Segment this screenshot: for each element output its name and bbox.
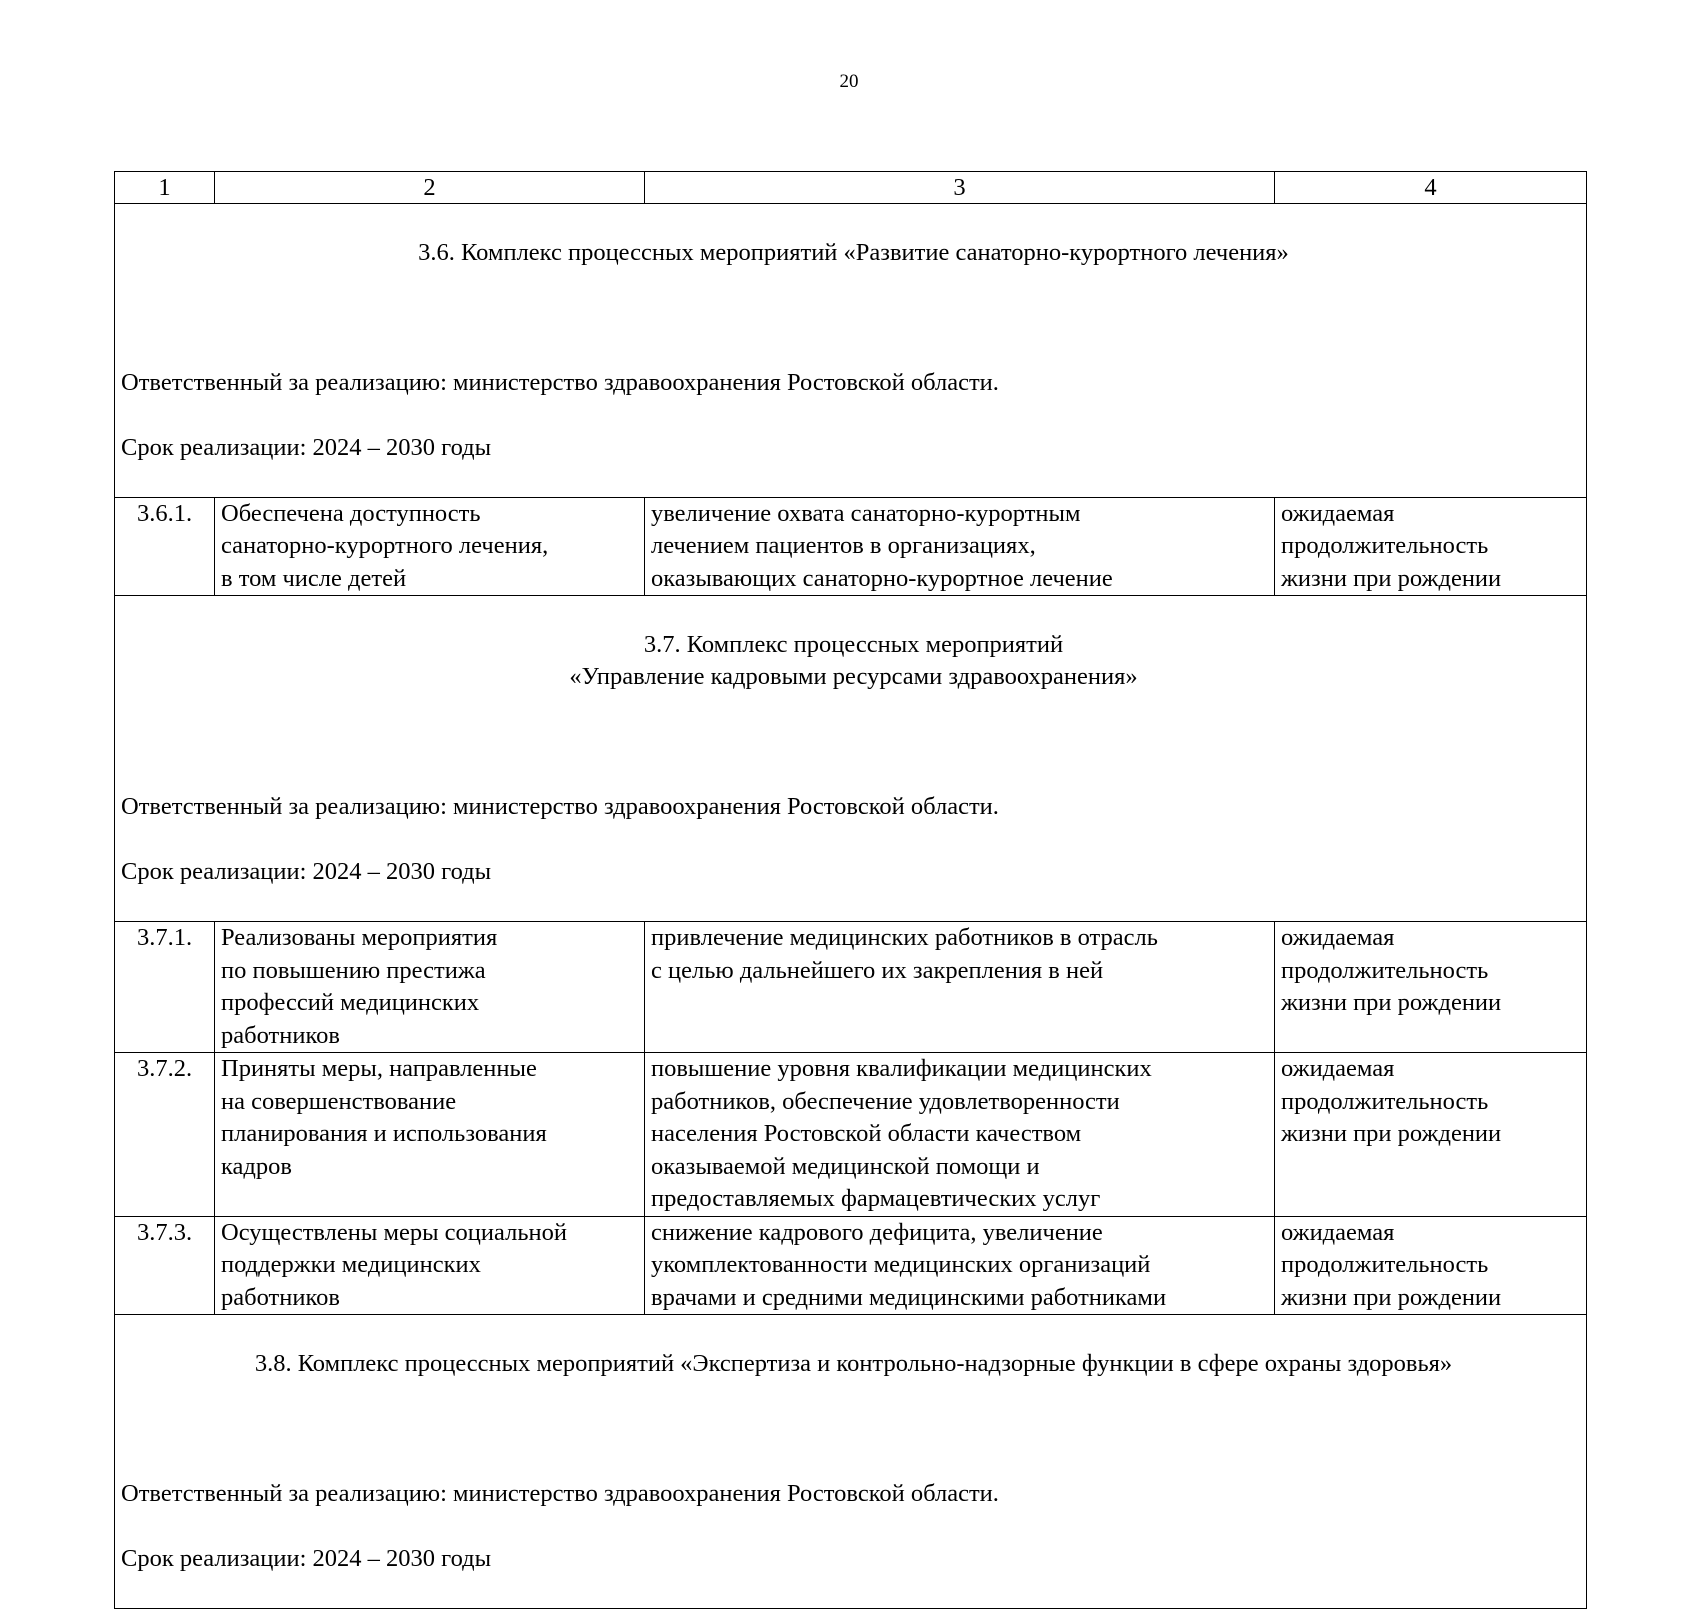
page-number: 20 (839, 71, 859, 92)
measures-table (114, 171, 1587, 1609)
column-header-1: 1 (115, 172, 215, 204)
section-responsible: Ответственный за реализацию: министерство здравоохранения Ростовской области. (121, 1479, 999, 1507)
section-row-3-8 (115, 1315, 1587, 1609)
row-indicator: ожидаемая продолжительность жизни при рождении (1275, 497, 1587, 596)
section-row-3-7 (115, 596, 1587, 922)
row-number: 3.7.3. (115, 1216, 215, 1315)
section-title: 3.8. Комплекс процессных мероприятий «Экспертиза и контрольно-надзорные функции в сфере охраны здоровья» (254, 1349, 1453, 1377)
row-effect: снижение кадрового дефицита, увеличение укомплектованности медицинских организаций врачами и средними медицинскими работниками (645, 1216, 1275, 1315)
row-effect: привлечение медицинских работников в отрасль с целью дальнейшего их закрепления в ней (645, 922, 1275, 1053)
row-task: Реализованы мероприятия по повышению престижа профессий медицинских работников (215, 922, 645, 1053)
table-row (115, 1216, 1587, 1315)
section-cell-3-6 (115, 204, 1587, 498)
column-header-2: 2 (215, 172, 645, 204)
section-title: 3.6. Комплекс процессных мероприятий «Развитие санаторно-курортного лечения» (418, 238, 1289, 266)
row-task: Приняты меры, направленные на совершенствование планирования и использования кадров (215, 1053, 645, 1217)
table-header-row (115, 172, 1587, 204)
column-header-3: 3 (645, 172, 1275, 204)
section-title: 3.7. Комплекс процессных мероприятий «Управление кадровыми ресурсами здравоохранения» (569, 630, 1138, 690)
section-responsible: Ответственный за реализацию: министерство здравоохранения Ростовской области. (121, 368, 999, 396)
row-indicator: ожидаемая продолжительность жизни при рождении (1275, 922, 1587, 1053)
column-header-4: 4 (1275, 172, 1587, 204)
section-cell-3-7 (115, 596, 1587, 922)
section-row-3-6 (115, 204, 1587, 498)
section-period: Срок реализации: 2024 – 2030 годы (121, 858, 492, 885)
row-indicator: ожидаемая продолжительность жизни при рождении (1275, 1053, 1587, 1217)
section-period: Срок реализации: 2024 – 2030 годы (121, 433, 492, 461)
table-row (115, 497, 1587, 596)
table-row (115, 922, 1587, 1053)
row-number: 3.6.1. (115, 497, 215, 596)
row-task: Осуществлены меры социальной поддержки медицинских работников (215, 1216, 645, 1315)
section-responsible: Ответственный за реализацию: министерство здравоохранения Ростовской области. (121, 793, 999, 820)
row-effect: повышение уровня квалификации медицинских работников, обеспечение удовлетворенности населения Ростовской области качеством оказываемой медицинской помощи и предоставляемых фармацевтических услуг (645, 1053, 1275, 1217)
row-task: Обеспечена доступность санаторно-курортного лечения, в том числе детей (215, 497, 645, 596)
table-row (115, 1053, 1587, 1217)
section-cell-3-8 (115, 1315, 1587, 1609)
section-period: Срок реализации: 2024 – 2030 годы (121, 1544, 492, 1572)
row-number: 3.7.1. (115, 922, 215, 1053)
row-indicator: ожидаемая продолжительность жизни при рождении (1275, 1216, 1587, 1315)
row-effect: увеличение охвата санаторно-курортным лечением пациентов в организациях, оказывающих санаторно-курортное лечение (645, 497, 1275, 596)
row-number: 3.7.2. (115, 1053, 215, 1217)
